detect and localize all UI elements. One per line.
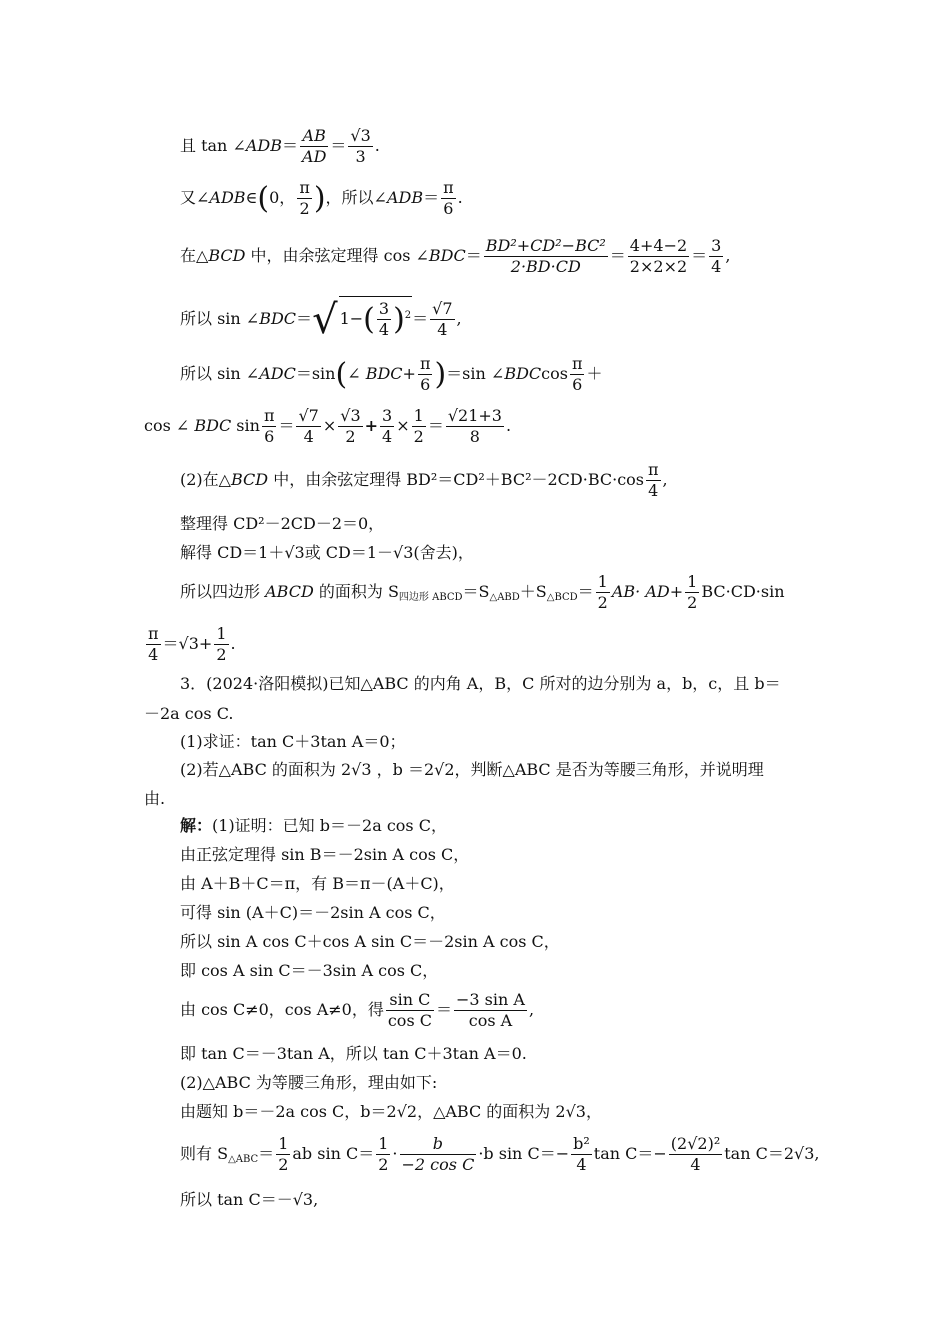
text: 中，由余弦定理得 BD²＝CD²＋BC²－2CD·BC·cos <box>268 470 645 489</box>
line-cos-bdc-continued <box>144 408 511 445</box>
triangle-var: BCD <box>230 470 269 489</box>
fraction-cosine-law <box>484 238 608 275</box>
text: 所以四边形 <box>180 582 266 601</box>
fraction-sin-cos <box>386 992 434 1029</box>
denominator: 6 <box>443 199 454 218</box>
right-paren: ) <box>434 356 447 392</box>
angle-var: ADB <box>245 136 282 155</box>
fraction-pi-6 <box>262 408 277 445</box>
denominator: 4 <box>303 427 314 446</box>
text: tan C＝2√3, <box>724 1144 820 1163</box>
comma: , <box>725 246 731 265</box>
text: 由 cos C≠0，cos A≠0，得 <box>180 1000 384 1019</box>
denominator: 4 <box>648 481 659 500</box>
denominator: 3 <box>355 147 366 166</box>
line-area-abcd <box>180 574 785 611</box>
numerator: √3 <box>340 406 361 425</box>
denominator: 2 <box>299 199 310 218</box>
right-paren: ) <box>393 301 405 337</box>
solution-line-3: 由 A＋B＋C＝π，有 B＝π－(A＋C)， <box>180 874 455 893</box>
text: 所以 sin ∠ <box>180 309 260 328</box>
problem-3-part-2-cont: 由. <box>144 789 166 808</box>
denominator: AD <box>302 147 327 166</box>
text: ·b sin C＝− <box>478 1144 570 1163</box>
text: cos <box>541 364 568 383</box>
right-paren: ) <box>313 180 326 216</box>
fraction-pi-6 <box>418 356 433 393</box>
numerator: 3 <box>711 236 722 255</box>
numerator: π <box>263 406 275 425</box>
triangle-var: BCD <box>208 246 246 265</box>
text: BC·CD·sin <box>701 582 785 601</box>
plus: + <box>364 416 379 435</box>
text: 中，由余弦定理得 cos ∠ <box>245 246 429 265</box>
fraction-2root2-4 <box>669 1136 722 1173</box>
fraction-root3-3 <box>348 128 372 165</box>
denominator: 4 <box>148 645 159 664</box>
fraction-3-4 <box>709 238 723 275</box>
dot: · <box>392 1144 398 1163</box>
fraction-pi-4 <box>146 626 161 663</box>
equals: ＝ <box>330 136 347 155</box>
fraction-3sin-cos <box>454 992 527 1029</box>
numerator: π <box>443 178 454 197</box>
text: AB· AD+ <box>611 582 684 601</box>
denominator: 4 <box>382 427 393 446</box>
denominator: cos A <box>468 1011 513 1030</box>
problem-3-line-2: －2a cos C. <box>144 704 234 723</box>
line-cos-bdc <box>180 238 730 275</box>
angle-var: BDC <box>194 416 232 435</box>
text: 1− <box>339 309 364 328</box>
subscript: △ABD <box>489 592 520 603</box>
solution-line-5: 所以 sin A cos C＋cos A sin C＝－2sin A cos C， <box>180 932 560 951</box>
fraction-b2-4 <box>571 1136 592 1173</box>
subscript: △ABC <box>228 1154 259 1165</box>
text: cos ∠ <box>144 416 195 435</box>
numerator: 1 <box>216 624 227 643</box>
text: (2)在△ <box>180 470 231 489</box>
fraction-1-2 <box>276 1136 290 1173</box>
comma: , <box>528 1000 535 1019</box>
subscript: △BCD <box>546 592 578 603</box>
numerator: BD²+CD²−BC² <box>485 236 606 255</box>
text: ＝S <box>462 582 490 601</box>
equals: ＝ <box>282 136 299 155</box>
times: × <box>396 416 410 435</box>
comma: , <box>662 470 668 489</box>
equals: ＝ <box>296 309 313 328</box>
equals: ＝ <box>258 1144 275 1163</box>
fraction-pi-6 <box>570 356 585 393</box>
radicand <box>339 296 413 338</box>
fraction-pi-4 <box>646 462 661 499</box>
denominator: 4 <box>711 257 722 276</box>
text: 0， <box>269 188 296 207</box>
numerator: π <box>648 460 659 479</box>
denominator: cos C <box>387 1011 432 1030</box>
angle-var: ADC <box>259 364 296 383</box>
fraction-root7-4 <box>296 408 320 445</box>
fraction-result <box>446 408 504 445</box>
numerator: 3 <box>382 406 393 425</box>
numerator: (2√2)² <box>670 1134 721 1153</box>
solution-line-9: (2)△ABC 为等腰三角形，理由如下: <box>180 1073 438 1092</box>
denominator: 4 <box>690 1155 701 1174</box>
text: ＝sin ∠ <box>446 364 505 383</box>
denominator: 2 <box>378 1155 389 1174</box>
equals: ＝ <box>427 416 444 435</box>
equals: ＝ <box>278 416 295 435</box>
text: ＝√3+ <box>162 634 213 653</box>
solution-line-6: 即 cos A sin C＝－3sin A cos C， <box>180 961 439 980</box>
line-solve-cd: 解得 CD＝1＋√3或 CD＝1－√3(舍去)， <box>180 543 474 562</box>
equals: ＝ <box>423 188 440 207</box>
numerator: √7 <box>432 299 453 318</box>
denominator: 2 <box>687 593 698 612</box>
numerator: 1 <box>687 572 698 591</box>
numerator: −3 sin A <box>456 990 525 1009</box>
text: ，所以∠ <box>325 188 387 207</box>
angle-var: BDC <box>428 246 466 265</box>
angle-var: BDC <box>504 364 542 383</box>
fraction-pi-6 <box>441 180 456 217</box>
denominator: 4 <box>378 320 390 339</box>
numerator: π <box>571 354 583 373</box>
solution-line-12: 所以 tan C＝－√3, <box>180 1190 319 1209</box>
fraction-pi-2 <box>297 180 312 217</box>
numerator: π <box>299 178 310 197</box>
angle-var: ADB <box>386 188 424 207</box>
solution-line-10: 由题知 b＝－2a cos C，b＝2√2，△ABC 的面积为 2√3， <box>180 1102 602 1121</box>
period: . <box>457 188 463 207</box>
left-paren: ( <box>363 301 375 337</box>
line-adb-interval <box>180 180 463 217</box>
radical-sign: √ <box>312 296 338 343</box>
fraction-ab-ad <box>300 128 328 165</box>
solution-line-2: 由正弦定理得 sin B＝－2sin A cos C， <box>180 845 470 864</box>
left-paren: ( <box>257 180 270 216</box>
denominator: 4 <box>437 320 448 339</box>
text: 且 tan ∠ <box>180 136 246 155</box>
text: tan C＝− <box>593 1144 667 1163</box>
numerator: 1 <box>378 1134 389 1153</box>
text: 又∠ <box>180 188 210 207</box>
numerator: 1 <box>278 1134 289 1153</box>
times: × <box>322 416 337 435</box>
text: sin <box>231 416 260 435</box>
element-of: ∈ <box>245 188 258 207</box>
period: . <box>505 416 512 435</box>
denominator: −2 cos C <box>401 1155 475 1174</box>
numerator: 3 <box>378 299 390 318</box>
text: (1)证明：已知 b＝－2a cos C， <box>212 816 447 835</box>
equals: ＝ <box>609 246 626 265</box>
denominator: 2 <box>597 593 608 612</box>
fraction-1-2 <box>376 1136 390 1173</box>
fraction-3-4 <box>380 408 394 445</box>
numerator: 1 <box>597 572 608 591</box>
fraction-root7-4 <box>430 301 454 338</box>
numerator: b <box>400 1136 477 1155</box>
denominator: 2·BD·CD <box>510 257 581 276</box>
fraction-1-2 <box>685 574 699 611</box>
fraction-root3-2 <box>338 408 362 445</box>
solution-line-4: 可得 sin (A＋C)＝－2sin A cos C， <box>180 903 446 922</box>
solution-label: 解： <box>180 816 213 835</box>
numerator: π <box>148 624 159 643</box>
equals: ＝ <box>412 309 429 328</box>
numerator: sin C <box>386 992 434 1011</box>
line-simplify: 整理得 CD²－2CD－2＝0， <box>180 514 385 533</box>
equals: ＝ <box>435 1000 452 1019</box>
equals: ＝ <box>691 246 708 265</box>
period: . <box>230 634 236 653</box>
numerator: 1 <box>413 406 424 425</box>
text: ＝sin <box>295 364 336 383</box>
fraction-numeric <box>628 238 689 275</box>
text: ＋S <box>519 582 547 601</box>
denominator: 6 <box>264 427 275 446</box>
text: 则有 S <box>180 1144 229 1163</box>
numerator: b² <box>573 1134 590 1153</box>
text: ∠ BDC+ <box>347 364 416 383</box>
exponent: 2 <box>404 310 412 321</box>
fraction-1-2 <box>596 574 610 611</box>
solution-line-1 <box>180 818 447 834</box>
line-tan-adb <box>180 128 380 165</box>
numerator: √7 <box>298 406 319 425</box>
denominator: 8 <box>469 427 480 446</box>
denominator: 2 <box>216 645 227 664</box>
numerator: √3 <box>350 126 371 145</box>
denominator: 2 <box>413 427 424 446</box>
denominator: 2 <box>345 427 356 446</box>
solution-line-11 <box>180 1136 819 1173</box>
angle-var: ADB <box>209 188 246 207</box>
left-paren: ( <box>335 356 348 392</box>
denominator: 4 <box>576 1155 587 1174</box>
line-sin-bdc <box>180 296 462 343</box>
line-sin-adc <box>180 356 602 393</box>
fraction-1-2 <box>412 408 426 445</box>
comma: , <box>456 309 462 328</box>
denominator: 6 <box>572 375 583 394</box>
text: 所以 sin ∠ <box>180 364 260 383</box>
subscript: 四边形 ABCD <box>398 592 463 603</box>
fraction-3-4 <box>377 301 391 338</box>
text: 在△ <box>180 246 209 265</box>
denominator: 2 <box>278 1155 289 1174</box>
equals: ＝ <box>465 246 482 265</box>
quad-var: ABCD <box>265 582 314 601</box>
numerator: 4+4−2 <box>629 236 688 255</box>
problem-3-part-1: (1)求证：tan C＋3tan A＝0； <box>180 732 406 751</box>
plus: ＋ <box>586 364 603 383</box>
fraction-b-2cos <box>400 1136 477 1173</box>
line-part2-cosine-law <box>180 462 668 499</box>
text: 的面积为 S <box>313 582 399 601</box>
period: . <box>374 136 380 155</box>
problem-3-line-1: 3．(2024·洛阳模拟)已知△ABC 的内角 A，B，C 所对的边分别为 a，b，c，且 b＝ <box>180 674 781 693</box>
numerator: AB <box>300 128 328 147</box>
equals: ＝ <box>577 582 594 601</box>
text: ab sin C＝ <box>292 1144 375 1163</box>
numerator: π <box>419 354 431 373</box>
denominator: 2×2×2 <box>629 257 688 276</box>
fraction-1-2 <box>214 626 228 663</box>
line-area-result <box>144 626 236 663</box>
numerator: √21+3 <box>447 406 502 425</box>
denominator: 6 <box>420 375 431 394</box>
solution-line-7 <box>180 992 534 1029</box>
angle-var: BDC <box>259 309 297 328</box>
solution-line-8: 即 tan C＝－3tan A，所以 tan C＋3tan A＝0. <box>180 1044 527 1063</box>
problem-3-part-2: (2)若△ABC 的面积为 2√3 ，b ＝2√2，判断△ABC 是否为等腰三角形，并说明理 <box>180 760 764 779</box>
